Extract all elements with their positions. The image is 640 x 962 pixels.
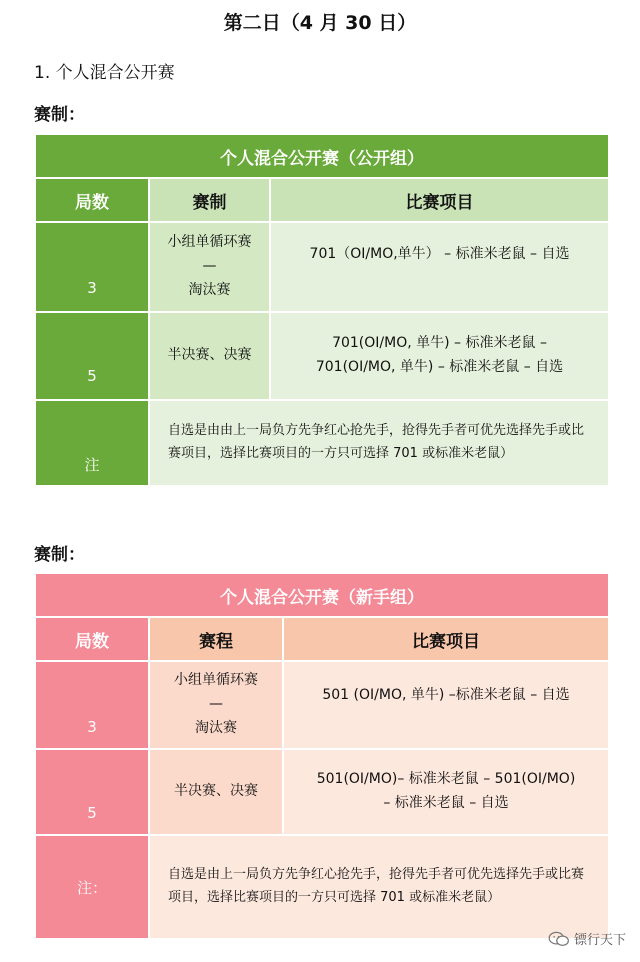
table-caption: 个人混合公开赛（公开组） bbox=[35, 134, 609, 178]
row-legs: 3 bbox=[35, 222, 149, 312]
note-text: 自选是由上一局负方先争红心抢先手，抢得先手者可优先选择先手或比赛项目，选择比赛项目的一方只可选择 701 或标准米老鼠） bbox=[149, 835, 609, 939]
event-line: 701（OI/MO,单牛） – 标准米老鼠 – 自选 bbox=[309, 246, 570, 262]
row-events bbox=[283, 749, 609, 835]
format-line: — bbox=[202, 258, 217, 275]
event-line: 501 (OI/MO, 单牛) –标准米老鼠 – 自选 bbox=[322, 687, 570, 703]
table-caption: 个人混合公开赛（新手组） bbox=[35, 573, 609, 617]
row-legs: 5 bbox=[35, 312, 149, 400]
header-legs: 局数 bbox=[35, 178, 149, 222]
row-legs: 3 bbox=[35, 661, 149, 749]
note-text: 自选是由由上一局负方先争红心抢先手，抢得先手者可优先选择先手或比赛项目，选择比赛项目的一方只可选择 701 或标准米老鼠） bbox=[149, 400, 609, 486]
format-line: 淘汰赛 bbox=[188, 281, 231, 298]
row-format bbox=[149, 312, 270, 400]
header-format: 赛制 bbox=[149, 178, 270, 222]
open-group-table bbox=[34, 133, 610, 487]
note-label: 注 bbox=[35, 400, 149, 486]
event-line: 501(OI/MO)– 标准米老鼠 – 501(OI/MO) bbox=[316, 771, 576, 788]
format-label-2: 赛制： bbox=[34, 545, 85, 565]
row-events bbox=[270, 312, 609, 400]
header-events: 比赛项目 bbox=[270, 178, 609, 222]
row-events bbox=[283, 661, 609, 749]
format-line: — bbox=[209, 696, 223, 713]
row-legs: 5 bbox=[35, 749, 149, 835]
watermark-text: 镖行天下 bbox=[573, 933, 626, 948]
row-format bbox=[149, 749, 283, 835]
section-heading: 1. 个人混合公开赛 bbox=[34, 63, 175, 83]
row-format bbox=[149, 661, 283, 749]
wechat-icon bbox=[548, 931, 570, 947]
format-label-1: 赛制： bbox=[34, 105, 85, 125]
format-line: 半决赛、决赛 bbox=[174, 783, 258, 800]
note-label: 注： bbox=[35, 835, 149, 939]
watermark bbox=[548, 929, 626, 948]
row-events bbox=[270, 222, 609, 312]
row-format bbox=[149, 222, 270, 312]
beginner-group-table bbox=[34, 572, 610, 940]
page-title: 第二日（4 月 30 日） bbox=[223, 12, 417, 34]
header-events: 比赛项目 bbox=[283, 617, 609, 661]
format-line: 半决赛、决赛 bbox=[167, 347, 252, 364]
format-line: 小组单循环赛 bbox=[174, 672, 258, 689]
header-legs: 局数 bbox=[35, 617, 149, 661]
format-line: 淘汰赛 bbox=[195, 719, 237, 736]
event-line: 701(OI/MO, 单牛) – 标准米老鼠 – 自选 bbox=[315, 359, 564, 375]
event-line: 701(OI/MO, 单牛) – 标准米老鼠 – bbox=[332, 335, 547, 352]
header-format: 赛程 bbox=[149, 617, 283, 661]
event-line: – 标准米老鼠 – 自选 bbox=[383, 795, 509, 811]
format-line: 小组单循环赛 bbox=[167, 234, 252, 251]
